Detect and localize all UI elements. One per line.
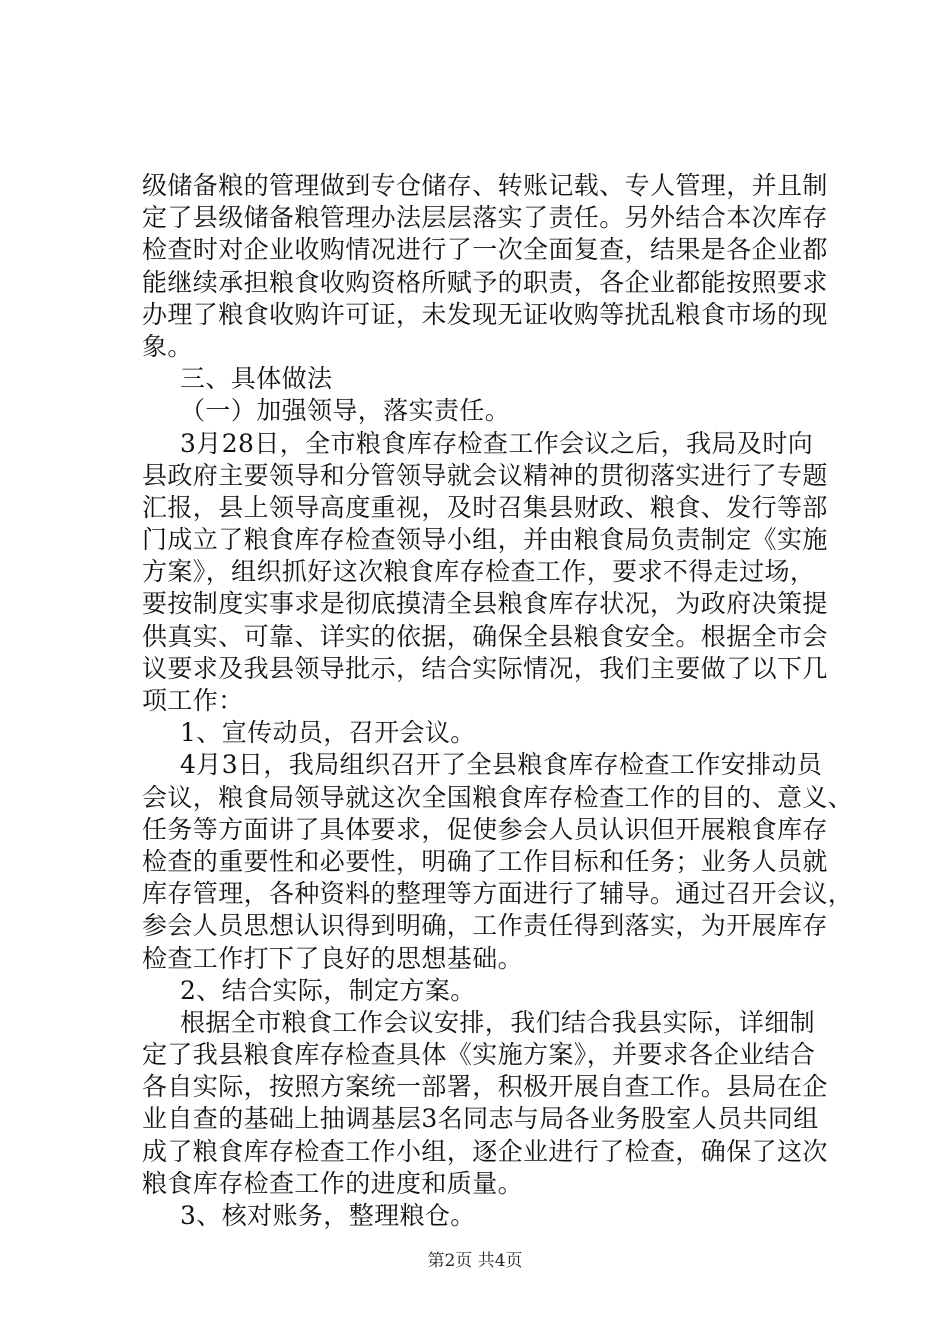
item-heading: 1、宣传动员，召开会议。 [180, 718, 476, 748]
item-heading: 3、核对账务，整理粮仓。 [180, 1201, 476, 1230]
text-line: 检查的重要性和必要性，明确了工作目标和任务；业务人员就 [142, 846, 828, 876]
text-line: 根据全市粮食工作会议安排，我们结合我县实际，详细制 [180, 1007, 816, 1037]
text-line: 定了我县粮食库存检查具体《实施方案》，并要求各企业结合 [142, 1040, 816, 1070]
subsection-heading: （一）加强领导，落实责任。 [180, 396, 511, 426]
text-line: 库存管理，各种资料的整理等方面进行了辅导。通过召开会议， [142, 879, 854, 909]
text-line: 检查时对企业收购情况进行了一次全面复查，结果是各企业都 [142, 235, 828, 265]
text-line: 粮食库存检查工作的进度和质量。 [142, 1168, 524, 1198]
page-footer: 第2页 共4页 [427, 1251, 523, 1271]
text-line: 要按制度实事求是彻底摸清全县粮食库存状况，为政府决策提 [142, 589, 828, 619]
body-text [142, 170, 854, 1232]
text-line: 3月28日，全市粮食库存检查工作会议之后，我局及时向 [180, 428, 814, 458]
text-line: 任务等方面讲了具体要求，促使参会人员认识但开展粮食库存 [142, 814, 828, 844]
text-line: 议要求及我县领导批示，结合实际情况，我们主要做了以下几 [142, 653, 828, 683]
text-line: 项工作： [142, 686, 244, 715]
text-line: 参会人员思想认识得到明确，工作责任得到落实，为开展库存 [142, 911, 828, 941]
text-line: 4月3日，我局组织召开了全县粮食库存检查工作安排动员 [180, 750, 823, 780]
text-line: 各自实际，按照方案统一部署，积极开展自查工作。县局在企 [142, 1072, 828, 1102]
text-line: 级储备粮的管理做到专仓储存、转账记载、专人管理，并且制 [142, 171, 828, 200]
item-heading: 2、结合实际，制定方案。 [180, 975, 476, 1005]
text-line: 方案》，组织抓好这次粮食库存检查工作，要求不得走过场， [142, 557, 816, 587]
text-line: 业自查的基础上抽调基层3名同志与局各业务股室人员共同组 [142, 1104, 819, 1134]
text-line: 门成立了粮食库存检查领导小组，并由粮食局负责制定《实施 [142, 525, 828, 555]
text-line: 象。 [142, 331, 193, 361]
text-line: 办理了粮食收购许可证，未发现无证收购等扰乱粮食市场的现 [142, 299, 828, 329]
section-heading: 三、具体做法 [180, 364, 333, 394]
text-line: 能继续承担粮食收购资格所赋予的职责，各企业都能按照要求 [142, 267, 828, 297]
text-line: 检查工作打下了良好的思想基础。 [142, 943, 524, 973]
text-line: 汇报，县上领导高度重视，及时召集县财政、粮食、发行等部 [142, 492, 828, 522]
text-line: 县政府主要领导和分管领导就会议精神的贯彻落实进行了专题 [142, 460, 828, 490]
text-line: 会议，粮食局领导就这次全国粮食库存检查工作的目的、意义、 [142, 782, 854, 812]
text-line: 定了县级储备粮管理办法层层落实了责任。另外结合本次库存 [142, 203, 828, 233]
text-line: 供真实、可靠、详实的依据，确保全县粮食安全。根据全市会 [142, 621, 828, 651]
text-line: 成了粮食库存检查工作小组，逐企业进行了检查，确保了这次 [142, 1136, 828, 1166]
